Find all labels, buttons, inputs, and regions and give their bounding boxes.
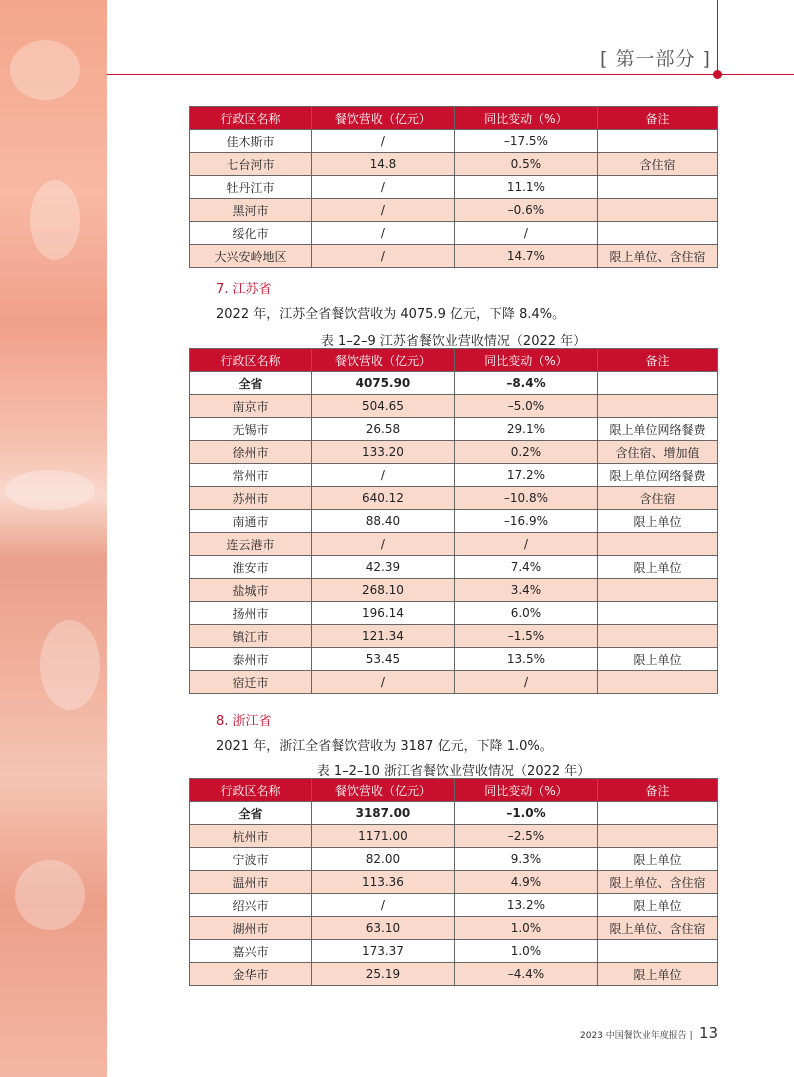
note-cell: 限上单位: [597, 894, 717, 917]
region-cell: 金华市: [190, 963, 312, 986]
revenue-cell: /: [311, 176, 454, 199]
table-row: [190, 130, 718, 153]
column-header: 行政区名称: [190, 107, 312, 130]
note-cell: [597, 625, 717, 648]
change-cell: 13.2%: [455, 894, 598, 917]
decorative-side-image: [0, 0, 107, 1077]
change-cell: 1.0%: [455, 940, 598, 963]
revenue-cell: 14.8: [311, 153, 454, 176]
note-cell: [597, 802, 717, 825]
change-cell: /: [454, 222, 597, 245]
revenue-cell: 88.40: [311, 510, 454, 533]
table-row: [190, 222, 718, 245]
change-cell: 4.9%: [455, 871, 598, 894]
note-cell: 限上单位: [597, 648, 717, 671]
table-row: [190, 648, 718, 671]
change-cell: –1.5%: [455, 625, 598, 648]
note-cell: 限上单位: [597, 556, 717, 579]
region-cell: 黑河市: [190, 199, 312, 222]
section-title: [ 第一部分 ]: [600, 48, 711, 70]
note-cell: [597, 372, 717, 395]
region-cell: 绍兴市: [190, 894, 312, 917]
section-heading-jiangsu: 7. 江苏省: [216, 282, 272, 297]
table-row: [190, 510, 718, 533]
region-cell: 嘉兴市: [190, 940, 312, 963]
table-row: [190, 963, 718, 986]
revenue-cell: /: [311, 199, 454, 222]
region-cell: 泰州市: [190, 648, 312, 671]
table-row: [190, 917, 718, 940]
table-caption-zhejiang: 表 1–2–10 浙江省餐饮业营收情况（2022 年）: [316, 764, 591, 779]
revenue-cell: /: [311, 130, 454, 153]
change-cell: –17.5%: [454, 130, 597, 153]
table-jiangsu: [189, 348, 718, 694]
revenue-cell: 268.10: [311, 579, 454, 602]
table-row: [190, 802, 718, 825]
table-row: [190, 556, 718, 579]
table-row: [190, 441, 718, 464]
note-cell: 限上单位网络餐费: [597, 464, 717, 487]
change-cell: 14.7%: [454, 245, 597, 268]
region-cell: 牡丹江市: [190, 176, 312, 199]
note-cell: [597, 602, 717, 625]
table-heilongjiang: [189, 106, 718, 268]
region-cell: 淮安市: [190, 556, 312, 579]
revenue-cell: 196.14: [311, 602, 454, 625]
revenue-cell: /: [311, 671, 454, 694]
note-cell: 限上单位: [597, 963, 717, 986]
footer-text: 2023 中国餐饮业年度报告 |: [580, 1031, 693, 1041]
note-cell: 限上单位: [597, 510, 717, 533]
column-header: 餐饮营收（亿元）: [311, 349, 454, 372]
column-header: 备注: [597, 349, 717, 372]
change-cell: 9.3%: [455, 848, 598, 871]
change-cell: –8.4%: [455, 372, 598, 395]
note-cell: [597, 176, 717, 199]
table-row: [190, 372, 718, 395]
note-cell: [597, 199, 717, 222]
region-cell: 连云港市: [190, 533, 312, 556]
region-cell: 全省: [190, 372, 312, 395]
region-cell: 宿迁市: [190, 671, 312, 694]
table-row: [190, 533, 718, 556]
table-caption-jiangsu: 表 1–2–9 江苏省餐饮业营收情况（2022 年）: [320, 334, 587, 349]
change-cell: 7.4%: [455, 556, 598, 579]
revenue-cell: 3187.00: [311, 802, 454, 825]
revenue-cell: /: [311, 245, 454, 268]
note-cell: [597, 940, 717, 963]
change-cell: 3.4%: [455, 579, 598, 602]
table-row: [190, 825, 718, 848]
note-cell: 限上单位、含住宿: [597, 871, 717, 894]
note-cell: 含住宿: [597, 487, 717, 510]
revenue-cell: 42.39: [311, 556, 454, 579]
note-cell: [597, 533, 717, 556]
change-cell: –2.5%: [455, 825, 598, 848]
note-cell: [597, 395, 717, 418]
note-cell: [597, 130, 717, 153]
revenue-cell: 63.10: [311, 917, 454, 940]
column-header: 备注: [597, 779, 717, 802]
revenue-cell: 121.34: [311, 625, 454, 648]
table-row: [190, 848, 718, 871]
revenue-cell: 53.45: [311, 648, 454, 671]
header-vertical-rule: [717, 0, 718, 74]
revenue-cell: /: [311, 222, 454, 245]
change-cell: 13.5%: [455, 648, 598, 671]
header-dot: [713, 70, 722, 79]
region-cell: 佳木斯市: [190, 130, 312, 153]
revenue-cell: /: [311, 894, 454, 917]
revenue-cell: 82.00: [311, 848, 454, 871]
column-header: 同比变动（%）: [454, 107, 597, 130]
paragraph-zhejiang: 2021 年，浙江全省餐饮营收为 3187 亿元，下降 1.0%。: [216, 739, 553, 754]
change-cell: 0.5%: [454, 153, 597, 176]
table-row: [190, 894, 718, 917]
table-row: [190, 625, 718, 648]
column-header: 备注: [597, 107, 717, 130]
region-cell: 湖州市: [190, 917, 312, 940]
region-cell: 温州市: [190, 871, 312, 894]
table-row: [190, 176, 718, 199]
revenue-cell: 133.20: [311, 441, 454, 464]
column-header: 餐饮营收（亿元）: [311, 107, 454, 130]
revenue-cell: 504.65: [311, 395, 454, 418]
note-cell: 限上单位网络餐费: [597, 418, 717, 441]
revenue-cell: 173.37: [311, 940, 454, 963]
revenue-cell: 25.19: [311, 963, 454, 986]
region-cell: 南京市: [190, 395, 312, 418]
region-cell: 苏州市: [190, 487, 312, 510]
note-cell: 含住宿、增加值: [597, 441, 717, 464]
region-cell: 全省: [190, 802, 312, 825]
revenue-cell: /: [311, 533, 454, 556]
note-cell: [597, 671, 717, 694]
change-cell: 29.1%: [455, 418, 598, 441]
region-cell: 大兴安岭地区: [190, 245, 312, 268]
table-row: [190, 395, 718, 418]
change-cell: –16.9%: [455, 510, 598, 533]
change-cell: /: [455, 533, 598, 556]
header-rule: [107, 74, 794, 75]
region-cell: 七台河市: [190, 153, 312, 176]
note-cell: 限上单位、含住宿: [597, 917, 717, 940]
revenue-cell: 4075.90: [311, 372, 454, 395]
revenue-cell: 1171.00: [311, 825, 454, 848]
revenue-cell: /: [311, 464, 454, 487]
change-cell: –5.0%: [455, 395, 598, 418]
column-header: 同比变动（%）: [455, 779, 598, 802]
region-cell: 徐州市: [190, 441, 312, 464]
table-row: [190, 579, 718, 602]
note-cell: 限上单位: [597, 848, 717, 871]
change-cell: –10.8%: [455, 487, 598, 510]
table-row: [190, 199, 718, 222]
region-cell: 杭州市: [190, 825, 312, 848]
change-cell: –4.4%: [455, 963, 598, 986]
column-header: 行政区名称: [190, 779, 312, 802]
table-row: [190, 671, 718, 694]
column-header: 行政区名称: [190, 349, 312, 372]
change-cell: /: [455, 671, 598, 694]
revenue-cell: 26.58: [311, 418, 454, 441]
change-cell: 11.1%: [454, 176, 597, 199]
paragraph-jiangsu: 2022 年，江苏全省餐饮营收为 4075.9 亿元，下降 8.4%。: [216, 307, 566, 322]
column-header: 餐饮营收（亿元）: [311, 779, 454, 802]
table-row: [190, 940, 718, 963]
table-zhejiang: [189, 778, 718, 986]
change-cell: 0.2%: [455, 441, 598, 464]
table-row: [190, 602, 718, 625]
region-cell: 盐城市: [190, 579, 312, 602]
table-row: [190, 245, 718, 268]
table-row: [190, 418, 718, 441]
region-cell: 扬州市: [190, 602, 312, 625]
change-cell: –0.6%: [454, 199, 597, 222]
region-cell: 无锡市: [190, 418, 312, 441]
revenue-cell: 113.36: [311, 871, 454, 894]
table-row: [190, 464, 718, 487]
change-cell: 6.0%: [455, 602, 598, 625]
note-cell: 限上单位、含住宿: [597, 245, 717, 268]
region-cell: 南通市: [190, 510, 312, 533]
revenue-cell: 640.12: [311, 487, 454, 510]
note-cell: 含住宿: [597, 153, 717, 176]
change-cell: 1.0%: [455, 917, 598, 940]
note-cell: [597, 579, 717, 602]
region-cell: 绥化市: [190, 222, 312, 245]
table-row: [190, 871, 718, 894]
region-cell: 镇江市: [190, 625, 312, 648]
change-cell: –1.0%: [455, 802, 598, 825]
region-cell: 宁波市: [190, 848, 312, 871]
table-row: [190, 487, 718, 510]
note-cell: [597, 825, 717, 848]
change-cell: 17.2%: [455, 464, 598, 487]
table-row: [190, 153, 718, 176]
column-header: 同比变动（%）: [455, 349, 598, 372]
note-cell: [597, 222, 717, 245]
section-heading-zhejiang: 8. 浙江省: [216, 714, 272, 729]
region-cell: 常州市: [190, 464, 312, 487]
page-number: 13: [699, 1024, 719, 1042]
